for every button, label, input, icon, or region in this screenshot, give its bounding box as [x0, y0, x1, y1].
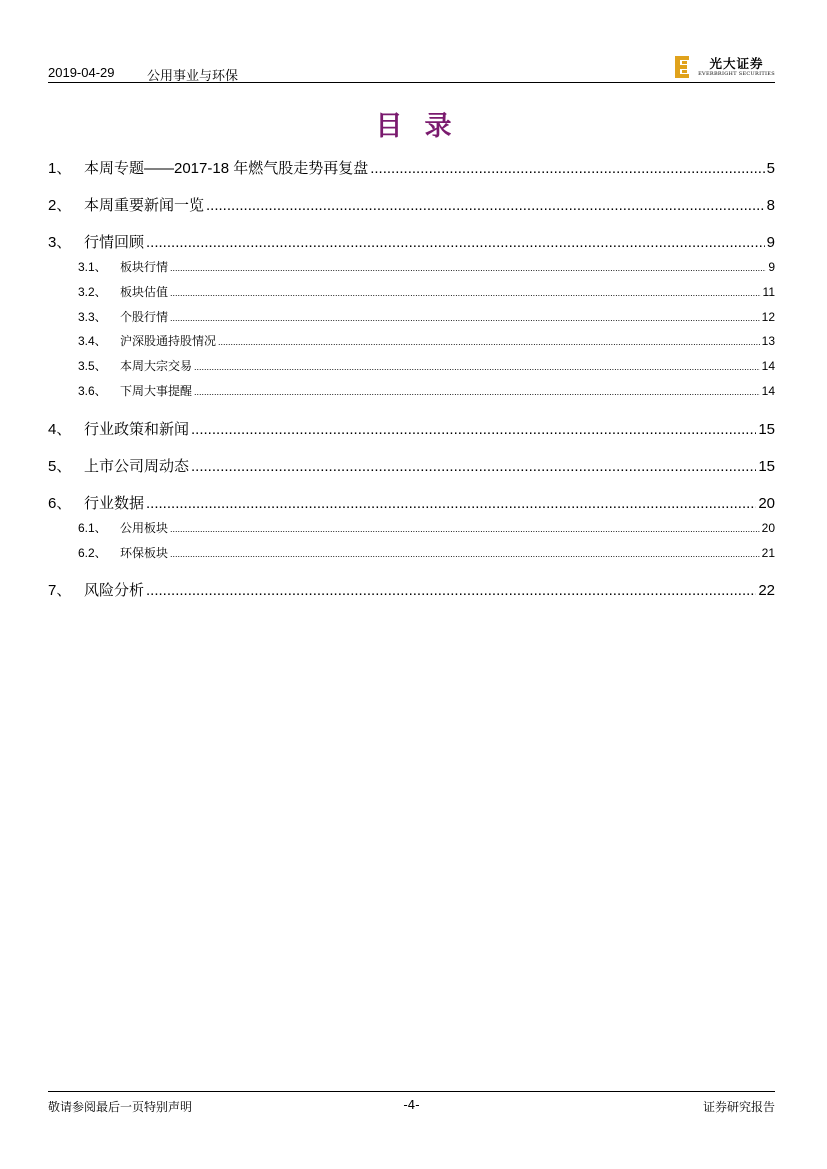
toc-entry[interactable] [48, 519, 775, 537]
toc-entry-label: 环保板块 [120, 546, 169, 560]
toc-leader-dots [146, 495, 756, 512]
toc-entry[interactable] [48, 382, 775, 400]
toc-leader-dots [146, 582, 756, 599]
toc-entry-number: 3.4、 [78, 334, 107, 348]
toc-entry-page: 14 [761, 359, 775, 373]
toc-leader-dots [206, 197, 765, 214]
toc-entry-number: 3.1、 [78, 260, 107, 274]
everbright-logo-icon [674, 55, 694, 79]
toc-entry-number: 3.6、 [78, 384, 107, 398]
toc-entry-number: 1、 [48, 160, 72, 177]
logo-english-name: EVERBRIGHT SECURITIES [698, 70, 775, 77]
toc-entry[interactable] [48, 258, 775, 276]
toc-entry-page: 15 [758, 421, 775, 438]
toc-entry-label: 风险分析 [84, 582, 145, 599]
toc-entry-number: 6.1、 [78, 521, 107, 535]
toc-entry-label: 板块估值 [120, 285, 169, 299]
toc-entry-number: 2、 [48, 197, 72, 214]
toc-entry[interactable] [48, 332, 775, 350]
toc-leader-dots [170, 260, 766, 274]
toc-entry-number: 6.2、 [78, 546, 107, 560]
toc-entry-number: 4、 [48, 421, 72, 438]
toc-entry-page: 14 [761, 384, 775, 398]
toc-entry-label: 个股行情 [120, 310, 169, 324]
toc-entry-page: 15 [758, 458, 775, 475]
toc-entry-page: 13 [761, 334, 775, 348]
page-header [48, 56, 775, 83]
toc-leader-dots [170, 546, 760, 560]
page-title: 目录 [375, 111, 474, 142]
toc-entry[interactable] [48, 455, 775, 477]
report-sector: 公用事业与环保 [147, 68, 239, 83]
toc-entry-page: 20 [761, 521, 775, 535]
toc-entry-page: 9 [766, 234, 775, 251]
toc-leader-dots [170, 521, 760, 535]
toc-entry-number: 5、 [48, 458, 72, 475]
toc-leader-dots [170, 285, 761, 299]
toc-entry-number: 3.2、 [78, 285, 107, 299]
toc-entry-number: 3、 [48, 234, 72, 251]
toc-entry-page: 11 [762, 285, 775, 299]
toc-entry[interactable] [48, 308, 775, 326]
toc-entry-page: 5 [766, 160, 775, 177]
everbright-logo [674, 53, 775, 81]
toc-leader-dots [146, 234, 765, 251]
toc-entry-number: 3.3、 [78, 310, 107, 324]
toc-leader-dots [370, 160, 764, 177]
toc-entry-label: 板块行情 [120, 260, 169, 274]
toc-entry-label: 下周大事提醒 [120, 384, 193, 398]
toc-leader-dots [194, 384, 760, 398]
toc-leader-dots [194, 359, 760, 373]
toc-entry[interactable] [48, 492, 775, 514]
toc-entry[interactable] [48, 544, 775, 562]
toc-entry-page: 20 [758, 495, 775, 512]
toc-entry-label: 公用板块 [120, 521, 169, 535]
logo-chinese-name: 光大证券 [709, 55, 764, 71]
toc-entry[interactable] [48, 418, 775, 440]
toc-entry-page: 8 [766, 197, 775, 214]
toc-entry[interactable] [48, 231, 775, 253]
toc-entry-label: 本周专题——2017-18 年燃气股走势再复盘 [84, 160, 369, 177]
toc-entry-label: 行业政策和新闻 [84, 421, 190, 438]
toc-entry-label: 上市公司周动态 [84, 458, 190, 475]
report-type: 证券研究报告 [702, 1100, 775, 1114]
toc-entry-page: 12 [761, 310, 775, 324]
toc-entry-label: 本周大宗交易 [120, 359, 193, 373]
toc-entry-label: 行情回顾 [84, 234, 145, 251]
disclaimer-note: 敬请参阅最后一页特别声明 [48, 1100, 193, 1114]
toc-leader-dots [191, 421, 756, 438]
toc-entry-label: 行业数据 [84, 495, 145, 512]
toc-entry[interactable] [48, 579, 775, 601]
toc-entry-page: 21 [761, 546, 775, 560]
toc-entry[interactable] [48, 157, 775, 179]
toc-entry-page: 9 [768, 260, 775, 274]
page-footer [48, 1091, 775, 1116]
toc-leader-dots [218, 334, 760, 348]
toc-entry-number: 7、 [48, 582, 72, 599]
toc-entry-number: 3.5、 [78, 359, 107, 373]
toc-entry-label: 沪深股通持股情况 [120, 334, 217, 348]
toc-leader-dots [170, 310, 760, 324]
toc-entry-page: 22 [758, 582, 775, 599]
toc-entry[interactable] [48, 357, 775, 375]
toc-entry[interactable] [48, 283, 775, 301]
toc-entry-label: 本周重要新闻一览 [84, 197, 205, 214]
toc-entry-number: 6、 [48, 495, 72, 512]
report-date: 2019-04-29 [48, 65, 115, 80]
toc-entry[interactable] [48, 194, 775, 216]
page-number: -4- [403, 1098, 420, 1112]
toc-leader-dots [191, 458, 756, 475]
